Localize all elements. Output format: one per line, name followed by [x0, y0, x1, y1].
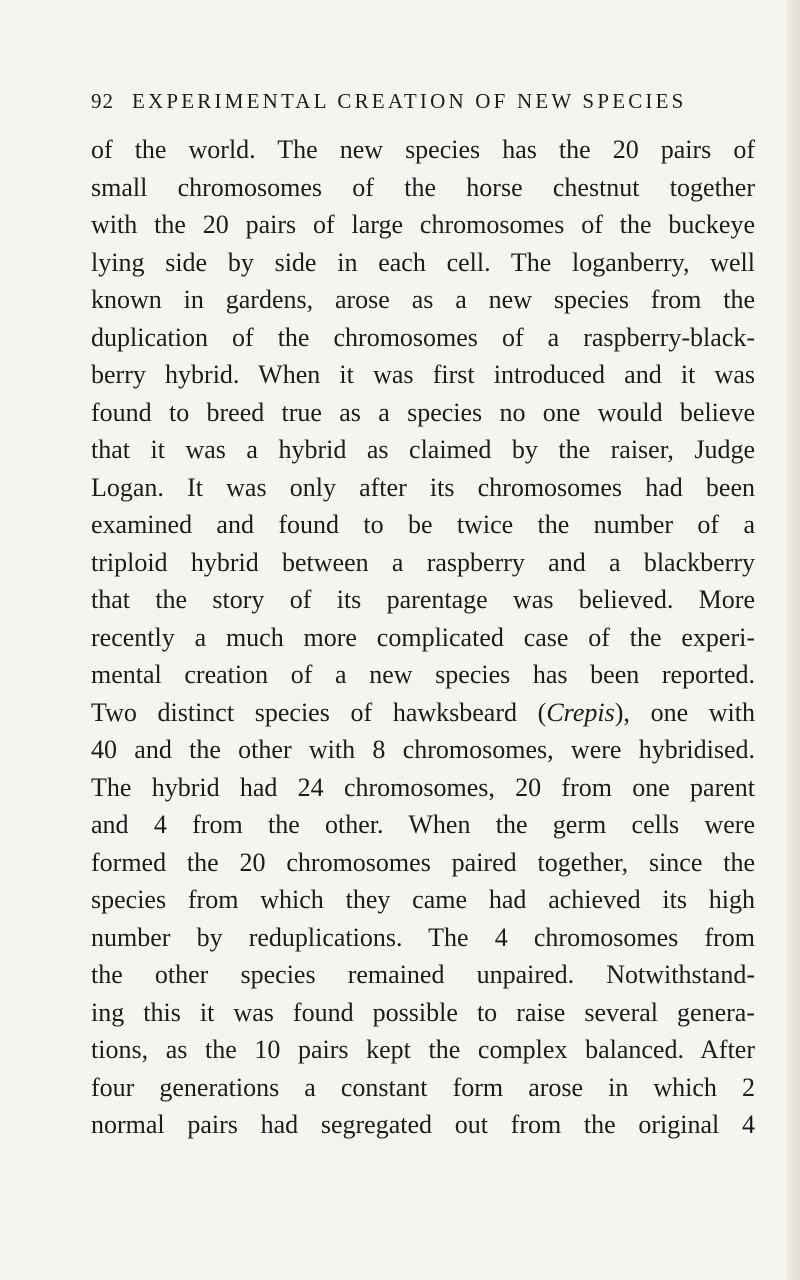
- text-line: known in gardens, arose as a new species from the: [91, 285, 755, 314]
- text-line: berry hybrid. When it was first introduced and it was: [91, 360, 755, 389]
- running-title: EXPERIMENTAL CREATION OF NEW SPECIES: [132, 89, 687, 113]
- text-line: formed the 20 chromosomes paired together, since the: [91, 847, 755, 877]
- text-line: normal pairs had segregated out from the original 4: [91, 1110, 755, 1139]
- text-line: of the world. The new species has the 20 pairs of: [91, 135, 755, 164]
- italic-genus-name: Crepis: [546, 697, 615, 727]
- text-line: examined and found to be twice the number of a: [91, 510, 755, 539]
- text-line: Logan. It was only after its chromosomes had been: [91, 472, 755, 502]
- text-line: 40 and the other with 8 chromosomes, were hybridised.: [91, 735, 755, 764]
- text-line: the other species remained unpaired. Notwithstand-: [91, 960, 755, 989]
- text-line: that the story of its parentage was believed. More: [91, 585, 755, 614]
- text-segment: Two distinct species of hawksbeard (: [91, 697, 547, 727]
- body-text: [91, 131, 755, 1144]
- text-line: ing this it was found possible to raise several genera-: [91, 997, 755, 1027]
- text-line: number by reduplications. The 4 chromosomes from: [91, 922, 755, 952]
- page-edge: [786, 0, 800, 1280]
- text-segment: ), one with: [614, 697, 756, 727]
- text-line: small chromosomes of the horse chestnut together: [91, 172, 755, 202]
- text-line: The hybrid had 24 chromosomes, 20 from one parent: [91, 772, 755, 802]
- page-number: 92: [91, 89, 114, 113]
- text-line: that it was a hybrid as claimed by the raiser, Judge: [91, 435, 755, 464]
- text-line: found to breed true as a species no one would believe: [91, 397, 755, 427]
- text-line: and 4 from the other. When the germ cells were: [91, 810, 755, 839]
- text-line: triploid hybrid between a raspberry and a blackberry: [91, 547, 755, 577]
- text-line: recently a much more complicated case of the experi-: [91, 622, 755, 652]
- running-header: [91, 86, 755, 116]
- text-line: lying side by side in each cell. The loganberry, well: [91, 247, 755, 277]
- text-line: four generations a constant form arose in which 2: [91, 1072, 755, 1102]
- text-line: tions, as the 10 pairs kept the complex balanced. After: [91, 1035, 755, 1064]
- text-line: mental creation of a new species has been reported.: [91, 660, 755, 689]
- text-line: species from which they came had achieved its high: [91, 885, 755, 914]
- text-line: with the 20 pairs of large chromosomes of the buckeye: [91, 210, 755, 239]
- text-line-crepis: [91, 694, 755, 732]
- text-line: duplication of the chromosomes of a raspberry-black-: [91, 322, 755, 352]
